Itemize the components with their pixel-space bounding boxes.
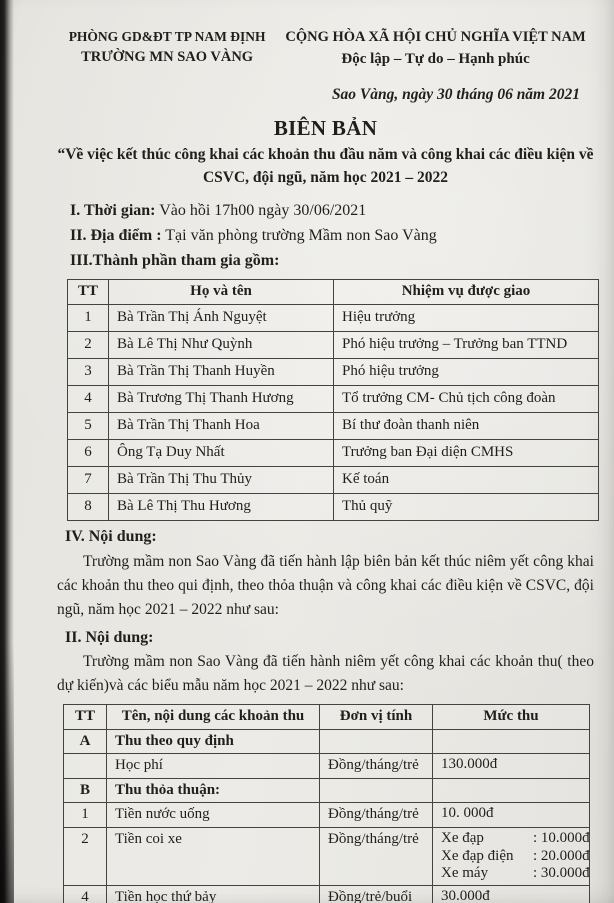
- participants-header-row: [68, 280, 599, 305]
- meta-line-participants: [70, 248, 594, 273]
- cell-unit: Đồng/tháng/trẻ: [320, 803, 433, 828]
- table-row: [64, 778, 590, 803]
- place-date-line: Sao Vàng, ngày 30 tháng 06 năm 2021: [331, 86, 580, 104]
- table-row: [68, 385, 599, 412]
- column-header-role: Nhiệm vụ được giao: [334, 280, 599, 305]
- cell-role: Kế toán: [334, 466, 599, 493]
- republic-title: CỘNG HÒA XÃ HỘI CHỦ NGHĨA VIỆT NAM: [285, 29, 586, 45]
- national-motto-block: [277, 28, 594, 70]
- table-row: [64, 754, 590, 779]
- issuing-org-block: [57, 28, 277, 67]
- cell-amount: [433, 729, 590, 754]
- cell-tt: 2: [64, 827, 107, 885]
- cell-name: Bà Trương Thị Thanh Hương: [109, 385, 334, 412]
- cell-unit: Đồng/tháng/trẻ: [320, 754, 433, 779]
- cell-fee-name: Thu thỏa thuận:: [107, 778, 320, 803]
- document-title: BIÊN BẢN: [273, 115, 378, 140]
- table-row: [68, 331, 599, 358]
- document-header: [57, 28, 594, 70]
- republic-motto: Độc lập – Tự do – Hạnh phúc: [341, 50, 530, 67]
- participants-table-body: [68, 304, 599, 520]
- amount-line: 10. 000đ: [441, 805, 494, 822]
- cell-fee-name: Tiền học thứ bảy: [107, 885, 320, 903]
- cell-role: Trưởng ban Đại diện CMHS: [334, 439, 599, 466]
- amount-line: 30.000đ: [441, 887, 490, 903]
- meta-line-location: [70, 223, 594, 248]
- document-subtitle: “Về việc kết thúc công khai các khoản thu đầu năm và công khai các điều kiện về CSVC, đội ngũ, năm học 2021 – 2022: [57, 146, 594, 187]
- cell-tt: 2: [68, 331, 109, 358]
- cell-name: Bà Trần Thị Thu Thủy: [109, 466, 334, 493]
- cell-fee-name: Tiền nước uống: [107, 803, 320, 828]
- table-row: [68, 412, 599, 439]
- cell-role: Phó hiệu trưởng: [334, 358, 599, 385]
- time-label: I. Thời gian:: [70, 201, 156, 219]
- cell-amount: [433, 778, 590, 803]
- cell-name: Ông Tạ Duy Nhất: [109, 439, 334, 466]
- meta-line-time: [70, 198, 594, 223]
- cell-unit: Đồng/tháng/trẻ: [320, 827, 433, 885]
- section-paragraph-iv: Trường mầm non Sao Vàng đã tiến hành lập biên bản kết thúc niêm yết công khai các khoản thu theo qui định, theo thỏa thuận và công khai các điều kiện về CSVC, đội ngũ, năm học 2021 – 2022 như sau:: [57, 552, 594, 618]
- section-heading-iv: IV. Nội dung:: [65, 527, 157, 545]
- scan-edge-shadow: [0, 0, 14, 903]
- document-content: [57, 28, 594, 903]
- cell-role: Thủ quỹ: [334, 493, 599, 520]
- fees-table-body: [64, 729, 590, 903]
- table-row: [64, 827, 590, 885]
- cell-amount: [433, 803, 590, 828]
- table-row: [68, 493, 599, 520]
- column-header-tt: TT: [68, 280, 109, 305]
- location-value: Tại văn phòng trường Mầm non Sao Vàng: [161, 226, 437, 244]
- table-row: [68, 304, 599, 331]
- org-school-name: TRƯỜNG MN SAO VÀNG: [81, 48, 254, 65]
- cell-name: Bà Trần Thị Thanh Hoa: [109, 412, 334, 439]
- fees-header-row: [64, 705, 590, 730]
- column-header-unit: Đơn vị tính: [320, 705, 433, 730]
- cell-unit: [320, 729, 433, 754]
- time-value: Vào hồi 17h00 ngày 30/06/2021: [155, 201, 367, 219]
- cell-tt: B: [64, 778, 107, 803]
- cell-fee-name: Học phí: [107, 754, 320, 779]
- cell-unit: Đồng/trẻ/buổi: [320, 885, 433, 903]
- cell-tt: 3: [68, 358, 109, 385]
- cell-role: Phó hiệu trưởng – Trưởng ban TTND: [334, 331, 599, 358]
- cell-tt: A: [64, 729, 107, 754]
- cell-tt: 1: [68, 304, 109, 331]
- cell-tt: 8: [68, 493, 109, 520]
- amount-line: Xe đạp điện : 20.000đ: [441, 847, 590, 864]
- participants-label: III.Thành phần tham gia gồm:: [70, 252, 280, 270]
- cell-role: Hiệu trưởng: [334, 304, 599, 331]
- cell-role: Bí thư đoàn thanh niên: [334, 412, 599, 439]
- amount-line: Xe đạp : 10.000đ: [441, 829, 590, 846]
- cell-tt: 5: [68, 412, 109, 439]
- cell-fee-name: Thu theo quy định: [107, 729, 320, 754]
- meta-section: [70, 198, 594, 274]
- column-header-tt: TT: [64, 705, 107, 730]
- table-row: [64, 803, 590, 828]
- cell-name: Bà Lê Thị Như Quỳnh: [109, 331, 334, 358]
- table-row: [64, 729, 590, 754]
- section-heading-ii: II. Nội dung:: [65, 628, 154, 646]
- cell-tt: [64, 754, 107, 779]
- cell-tt: 6: [68, 439, 109, 466]
- cell-fee-name: Tiền coi xe: [107, 827, 320, 885]
- section-paragraph-ii: Trường mầm non Sao Vàng đã tiến hành niêm yết công khai các khoản thu( theo dự kiến)và các biểu mẫu năm học 2021 – 2022 như sau:: [57, 653, 594, 695]
- location-label: II. Địa điểm :: [70, 226, 162, 244]
- cell-unit: [320, 778, 433, 803]
- cell-tt: 4: [64, 885, 107, 903]
- column-header-amount: Mức thu: [433, 705, 590, 730]
- cell-amount: [433, 885, 590, 903]
- column-header-name: Họ và tên: [109, 280, 334, 305]
- cell-name: Bà Lê Thị Thu Hương: [109, 493, 334, 520]
- org-parent-name: PHÒNG GD&ĐT TP NAM ĐỊNH: [68, 29, 266, 44]
- cell-tt: 1: [64, 803, 107, 828]
- table-row: [68, 466, 599, 493]
- amount-line: Xe máy : 30.000đ: [441, 865, 590, 882]
- table-row: [64, 885, 590, 903]
- cell-name: Bà Trần Thị Thanh Huyền: [109, 358, 334, 385]
- cell-tt: 7: [68, 466, 109, 493]
- cell-tt: 4: [68, 385, 109, 412]
- participants-table: [67, 279, 599, 521]
- cell-amount: [433, 754, 590, 779]
- table-row: [68, 358, 599, 385]
- table-row: [68, 439, 599, 466]
- column-header-fee-name: Tên, nội dung các khoản thu: [107, 705, 320, 730]
- cell-name: Bà Trần Thị Ánh Nguyệt: [109, 304, 334, 331]
- fees-table: [63, 704, 590, 903]
- cell-role: Tổ trưởng CM- Chủ tịch công đoàn: [334, 385, 599, 412]
- cell-amount: [433, 827, 590, 885]
- amount-line: 130.000đ: [441, 756, 498, 773]
